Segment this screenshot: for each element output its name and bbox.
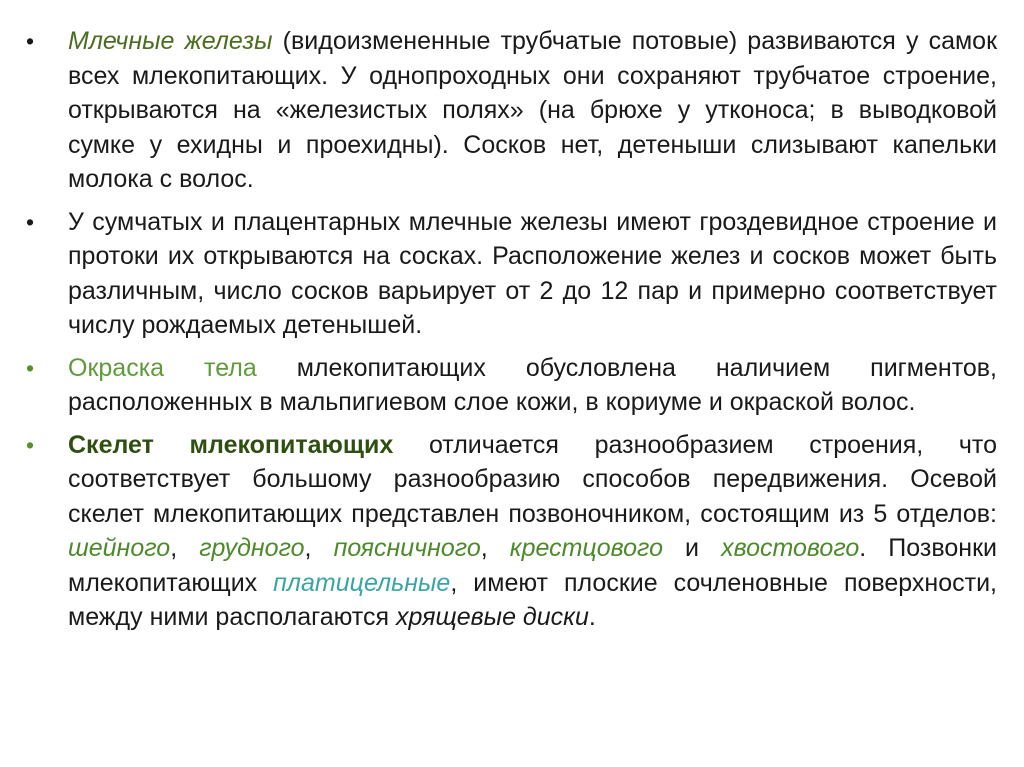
text-segment: и xyxy=(662,534,722,562)
text-segment: , xyxy=(304,534,334,562)
bullet-text xyxy=(68,24,997,197)
bullet-dot-icon: • xyxy=(26,208,35,235)
text-segment: , имеют плоские сочленовные поверхности, между ними располагаются xyxy=(68,568,997,631)
bullet-item-mammary-glands xyxy=(0,24,1024,197)
term-skeleton: Скелет млекопитающих xyxy=(68,430,394,459)
term-cervical: шейного xyxy=(68,534,171,562)
text-segment: , xyxy=(170,534,200,562)
text-segment: У сумчатых и плацентарных млечные железы имеют гроздевидное строение и протоки их открываются на сосках. Расположение желез и сосков может быть различным, число сосков варьирует от 2 до 12 пар и примерно соответствует числу рождаемых детенышей. xyxy=(68,207,997,339)
term-thoracic: грудного xyxy=(199,534,305,562)
term-body-color: Окраска тела xyxy=(68,353,257,382)
bullet-text xyxy=(68,351,997,420)
bullet-text xyxy=(68,205,997,343)
term-cartilage-discs: хрящевые диски xyxy=(395,603,589,631)
bullet-item-body-color xyxy=(0,351,1024,420)
text-segment: (видоизмененные трубчатые потовые) развиваются у самок всех млекопитающих. У однопроходных они сохраняют трубчатое строение, открываются на «железистых полях» (на брюхе у утконоса; в выводковой сумке у ехидны и проехидны). Сосков нет, детеныши слизывают капельки молока с волос. xyxy=(68,27,998,193)
text-segment: . Позвонки млекопитающих xyxy=(68,534,997,597)
term-lumbar: поясничного xyxy=(333,534,481,562)
text-segment: , xyxy=(480,534,510,562)
bullet-text xyxy=(68,428,997,635)
term-sacral: крестцового xyxy=(509,534,663,562)
text-segment: . xyxy=(588,603,596,631)
bullet-dot-icon: • xyxy=(26,431,35,458)
text-segment: млекопитающих обусловлена наличием пигментов, расположенных в мальпигиевом слое кожи, в кориуме и окраской волос. xyxy=(68,353,997,416)
bullet-dot-icon: • xyxy=(26,28,35,54)
bullet-dot-icon: • xyxy=(26,354,35,381)
bullet-item-skeleton xyxy=(0,428,1024,635)
term-caudal: хвостового xyxy=(721,534,860,562)
bullet-list xyxy=(0,24,1024,643)
term-platycoelous: платицельные xyxy=(273,568,451,597)
term-mammary-glands: Млечные железы xyxy=(68,27,273,55)
bullet-item-marsupials xyxy=(0,205,1024,343)
text-segment: отличается разнообразием строения, что соответствует большому разнообразию способов передвижения. Осевой скелет млекопитающих представлен позвоночником, состоящим из 5 отделов: xyxy=(68,430,997,528)
